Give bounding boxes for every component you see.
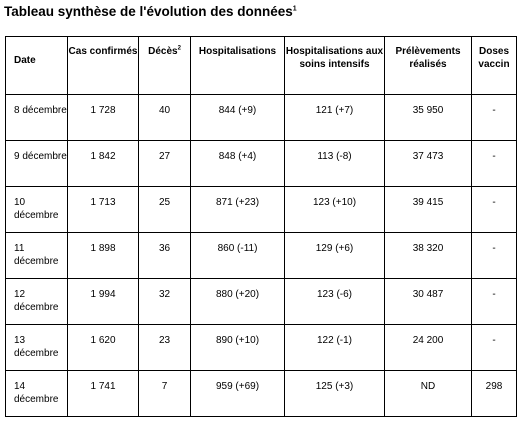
header-prelevements: Prélèvements réalisés [385, 37, 472, 95]
cell-prelevements: 24 200 [385, 325, 472, 371]
cell-date: 11 décembre [6, 233, 68, 279]
cell-date: 9 décembre [6, 141, 68, 187]
header-hospitalisations-soins-intensifs: Hospitalisations aux soins intensifs [285, 37, 385, 95]
cell-doses: - [472, 233, 517, 279]
cell-doses: 298 [472, 371, 517, 417]
cell-hosp-si: 125 (+3) [285, 371, 385, 417]
summary-table [5, 36, 517, 417]
table-row [6, 141, 517, 187]
cell-cas: 1 994 [68, 279, 139, 325]
cell-prelevements: 37 473 [385, 141, 472, 187]
cell-date: 13 décembre [6, 325, 68, 371]
table-row [6, 371, 517, 417]
cell-cas: 1 898 [68, 233, 139, 279]
cell-deces: 23 [139, 325, 191, 371]
header-row [6, 37, 517, 95]
cell-hosp: 844 (+9) [191, 95, 285, 141]
table-row [6, 325, 517, 371]
cell-prelevements: 38 320 [385, 233, 472, 279]
header-hospitalisations: Hospitalisations [191, 37, 285, 95]
page-title [4, 3, 297, 21]
cell-date: 10 décembre [6, 187, 68, 233]
cell-doses: - [472, 187, 517, 233]
cell-hosp: 959 (+69) [191, 371, 285, 417]
header-doses-vaccin: Doses vaccin [472, 37, 517, 95]
cell-hosp: 860 (-11) [191, 233, 285, 279]
cell-deces: 36 [139, 233, 191, 279]
table-row [6, 95, 517, 141]
header-cas-confirmes: Cas confirmés [68, 37, 139, 95]
cell-date: 8 décembre [6, 95, 68, 141]
cell-hosp: 880 (+20) [191, 279, 285, 325]
cell-prelevements: 30 487 [385, 279, 472, 325]
title-text: Tableau synthèse de l'évolution des données [4, 4, 293, 19]
cell-hosp-si: 121 (+7) [285, 95, 385, 141]
header-date: Date [6, 37, 68, 95]
cell-hosp: 871 (+23) [191, 187, 285, 233]
cell-deces: 25 [139, 187, 191, 233]
table-row [6, 279, 517, 325]
cell-prelevements: 35 950 [385, 95, 472, 141]
cell-doses: - [472, 95, 517, 141]
cell-prelevements: ND [385, 371, 472, 417]
cell-deces: 7 [139, 371, 191, 417]
header-deces: Décès$^2$ [139, 37, 191, 95]
table-row [6, 233, 517, 279]
cell-hosp-si: 122 (-1) [285, 325, 385, 371]
cell-hosp: 890 (+10) [191, 325, 285, 371]
table-row [6, 187, 517, 233]
cell-cas: 1 728 [68, 95, 139, 141]
cell-hosp: 848 (+4) [191, 141, 285, 187]
cell-deces: 32 [139, 279, 191, 325]
title-footnote: 1 [292, 5, 297, 13]
cell-date: 12 décembre [6, 279, 68, 325]
cell-deces: 40 [139, 95, 191, 141]
cell-hosp-si: 129 (+6) [285, 233, 385, 279]
cell-cas: 1 713 [68, 187, 139, 233]
cell-date: 14 décembre [6, 371, 68, 417]
cell-cas: 1 741 [68, 371, 139, 417]
cell-doses: - [472, 279, 517, 325]
cell-doses: - [472, 325, 517, 371]
cell-hosp-si: 123 (-6) [285, 279, 385, 325]
cell-doses: - [472, 141, 517, 187]
cell-deces: 27 [139, 141, 191, 187]
cell-prelevements: 39 415 [385, 187, 472, 233]
cell-cas: 1 620 [68, 325, 139, 371]
cell-hosp-si: 123 (+10) [285, 187, 385, 233]
cell-cas: 1 842 [68, 141, 139, 187]
deces-footnote: 2 [177, 45, 181, 52]
cell-hosp-si: 113 (-8) [285, 141, 385, 187]
